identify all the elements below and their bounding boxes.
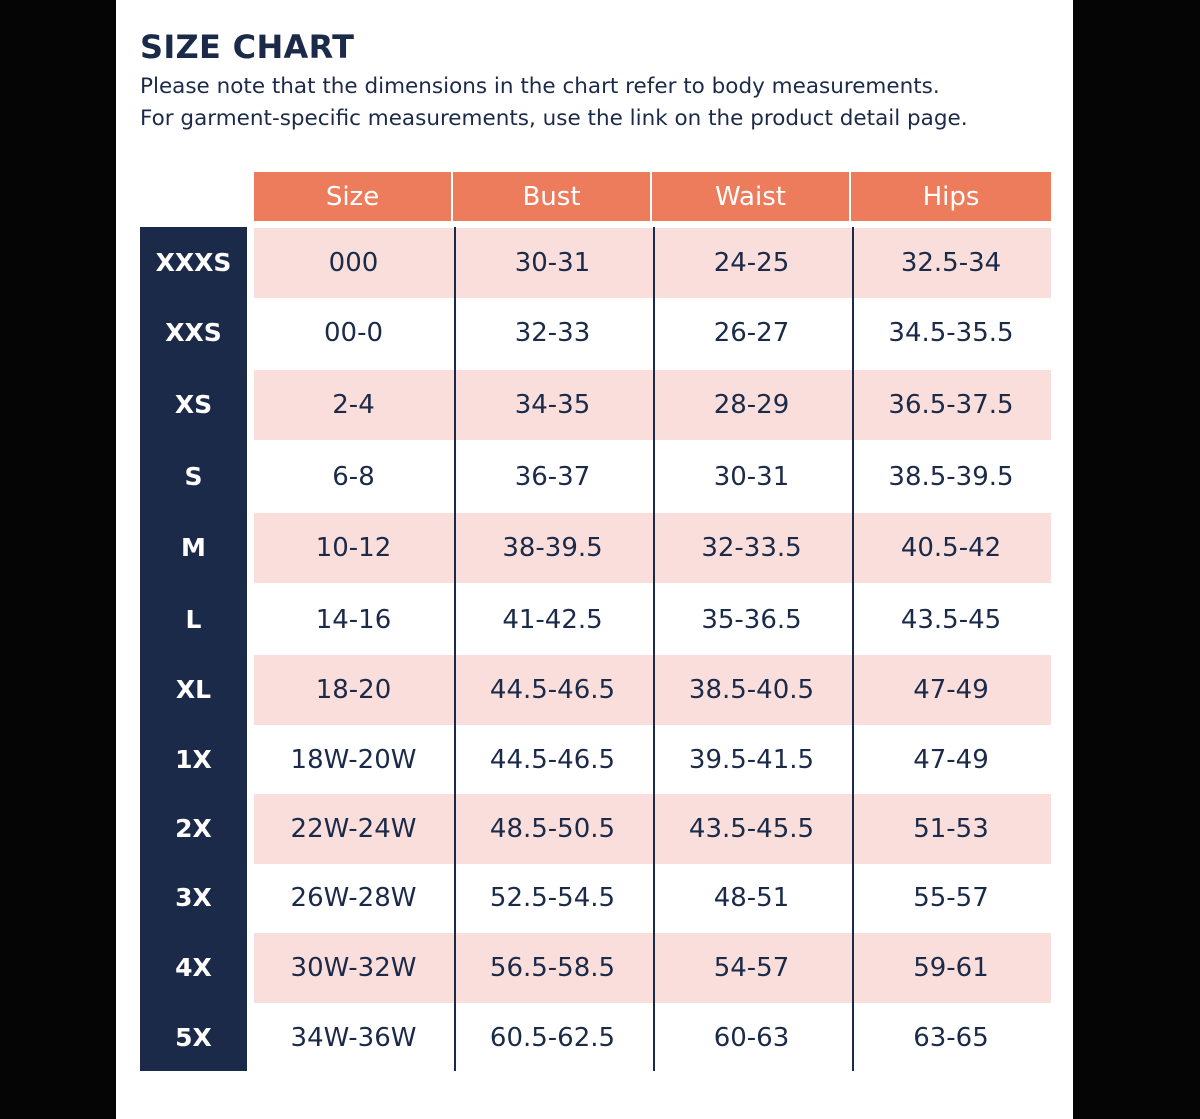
header-waist: Waist (652, 172, 849, 221)
bust-cell: 34-35 (514, 390, 591, 420)
hips-cell: 63-65 (913, 1023, 989, 1053)
size-label-column (140, 227, 247, 1071)
size-label: M (181, 533, 206, 562)
bust-cell: 60.5-62.5 (489, 1023, 616, 1053)
column-divider (852, 227, 854, 1071)
header-bust: Bust (453, 172, 650, 221)
size-cell: 14-16 (315, 605, 392, 635)
bust-cell: 38-39.5 (502, 533, 603, 563)
bust-cell: 44.5-46.5 (489, 745, 616, 775)
bust-cell: 52.5-54.5 (489, 883, 616, 913)
size-cell: 26W-28W (290, 883, 417, 913)
waist-cell: 26-27 (713, 318, 790, 348)
waist-cell: 39.5-41.5 (688, 745, 815, 775)
waist-cell: 48-51 (713, 883, 790, 913)
size-cell: 18-20 (315, 675, 392, 705)
size-label: XXS (165, 318, 222, 347)
size-label: 1X (175, 745, 212, 774)
bust-cell: 36-37 (514, 462, 591, 492)
size-label: 4X (175, 953, 212, 982)
header-size: Size (254, 172, 451, 221)
hips-cell: 47-49 (913, 745, 989, 775)
table-header (254, 172, 1051, 221)
bust-cell: 44.5-46.5 (489, 675, 616, 705)
size-label: 5X (175, 1023, 212, 1052)
size-label: S (184, 462, 203, 491)
bust-cell: 32-33 (514, 318, 591, 348)
size-cell: 18W-20W (290, 745, 417, 775)
bust-cell: 48.5-50.5 (489, 814, 616, 844)
note-line-1: Please note that the dimensions in the chart refer to body measurements. (140, 74, 940, 99)
hips-cell: 55-57 (913, 883, 989, 913)
hips-cell: 38.5-39.5 (888, 462, 1014, 492)
size-label: XXXS (155, 248, 232, 277)
waist-cell: 32-33.5 (701, 533, 802, 563)
waist-cell: 35-36.5 (701, 605, 802, 635)
waist-cell: 24-25 (713, 248, 790, 278)
hips-cell: 34.5-35.5 (888, 318, 1014, 348)
waist-cell: 28-29 (713, 390, 790, 420)
size-label: L (185, 605, 202, 634)
size-cell: 34W-36W (290, 1023, 417, 1053)
header-hips: Hips (851, 172, 1051, 221)
size-label: 3X (175, 883, 212, 912)
size-chart-page (116, 0, 1073, 1119)
size-cell: 2-4 (332, 390, 375, 420)
size-cell: 10-12 (315, 533, 392, 563)
hips-cell: 43.5-45 (900, 605, 1002, 635)
hips-cell: 36.5-37.5 (888, 390, 1014, 420)
waist-cell: 60-63 (713, 1023, 790, 1053)
hips-cell: 59-61 (913, 953, 989, 983)
page-title: SIZE CHART (140, 28, 355, 66)
size-cell: 22W-24W (290, 814, 417, 844)
bust-cell: 41-42.5 (502, 605, 603, 635)
size-cell: 00-0 (323, 318, 383, 348)
hips-cell: 40.5-42 (900, 533, 1002, 563)
waist-cell: 30-31 (713, 462, 790, 492)
size-label: XS (174, 390, 213, 419)
size-cell: 6-8 (332, 462, 375, 492)
hips-cell: 51-53 (913, 814, 989, 844)
waist-cell: 43.5-45.5 (688, 814, 815, 844)
column-divider (653, 227, 655, 1071)
size-cell: 000 (328, 248, 379, 278)
column-divider (454, 227, 456, 1071)
size-label: 2X (175, 814, 212, 843)
bust-cell: 56.5-58.5 (489, 953, 616, 983)
hips-cell: 47-49 (913, 675, 989, 705)
hips-cell: 32.5-34 (900, 248, 1002, 278)
waist-cell: 38.5-40.5 (688, 675, 815, 705)
size-cell: 30W-32W (290, 953, 417, 983)
size-label: XL (175, 675, 212, 704)
note-line-2: For garment-specific measurements, use the link on the product detail page. (140, 106, 968, 131)
waist-cell: 54-57 (713, 953, 790, 983)
bust-cell: 30-31 (514, 248, 591, 278)
